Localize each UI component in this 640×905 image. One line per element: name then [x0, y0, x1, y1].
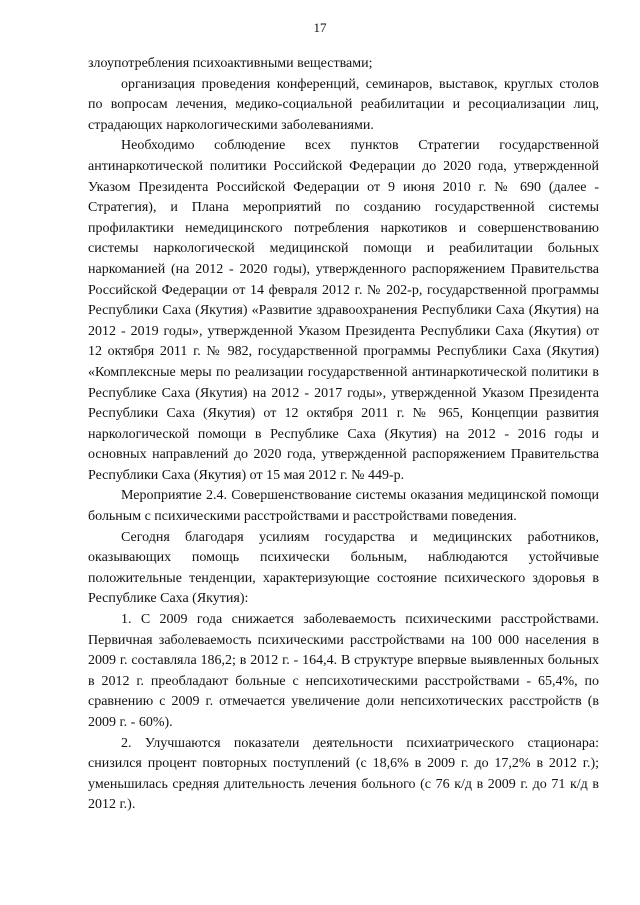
page-number: 17 — [313, 20, 327, 35]
paragraph-item-1: 1. С 2009 года снижается заболеваемость психическими расстройствами. Первичная заболеваемость психическими расстройствами на 100 000 населения в 2009 г. составляла 186,2; в 2012 г. - 164,4. В структуре впервые выявленных больных в 2012 г. преобладают больные с непсихотическими расстройствами - 65,4%, по сравнению с 2009 г. отмечается увеличение доли непсихотических расстройств (в 2009 г. - 60%). — [88, 612, 599, 730]
paragraph-continuation: злоупотребления психоактивными веществами; — [88, 56, 373, 71]
paragraph-trends-intro: Сегодня благодаря усилиям государства и медицинских работников, оказывающих помощь психически больным, наблюдаются устойчивые положительные тенденции, характеризующие состояние психического здоровья в Республике Саха (Якутия): — [88, 529, 599, 607]
paragraph-conferences: организация проведения конференций, семинаров, выставок, круглых столов по вопросам лечения, медико-социальной реабилитации и ресоциализации лиц, страдающих наркологическими заболеваниями. — [88, 76, 599, 133]
document-body — [88, 54, 599, 816]
paragraph-item-2: 2. Улучшаются показатели деятельности психиатрического стационара: снизился процент повторных поступлений (с 18,6% в 2009 г. до 17,2% в 2012 г.); уменьшилась средняя длительность лечения больного (с 76 к/д в 2009 г. до 71 к/д в 2012 г.). — [88, 735, 599, 813]
paragraph-measure-2-4: Мероприятие 2.4. Совершенствование системы оказания медицинской помощи больным с психическими расстройствами и расстройствами поведения. — [88, 488, 599, 525]
paragraph-strategy: Необходимо соблюдение всех пунктов Стратегии государственной антинаркотической политики Российской Федерации до 2020 года, утвержденной Указом Президента Российской Федерации от 9 июня 2010 г. № 690 (далее - Стратегия), и Плана мероприятий по созданию государственной системы профилактики немедицинского потребления наркотиков и совершенствованию системы наркологической медицинской помощи и реабилитации больных наркоманией (на 2012 - 2020 годы), утвержденного распоряжением Правительства Российской Федерации от 14 февраля 2012 г. № 202-р, государственной программы Республики Саха (Якутия) «Развитие здравоохранения Республики Саха (Якутия) на 2012 - 2019 годы», утвержденной Указом Президента Республики Саха (Якутия) от 12 октября 2011 г. № 982, государственной программы Республики Саха (Якутия) «Комплексные меры по реализации государственной антинаркотической политики в Республике Саха (Якутия) на 2012 - 2017 годы», утвержденной Указом Президента Республики Саха (Якутия) от 12 октября 2011 г. № 965, Концепции развития наркологической помощи в Республике Саха (Якутия) на 2012 - 2016 годы и основных направлений до 2020 года, утвержденной распоряжением Правительства Республики Саха (Якутия) от 15 мая 2012 г. № 449-р. — [88, 138, 599, 483]
